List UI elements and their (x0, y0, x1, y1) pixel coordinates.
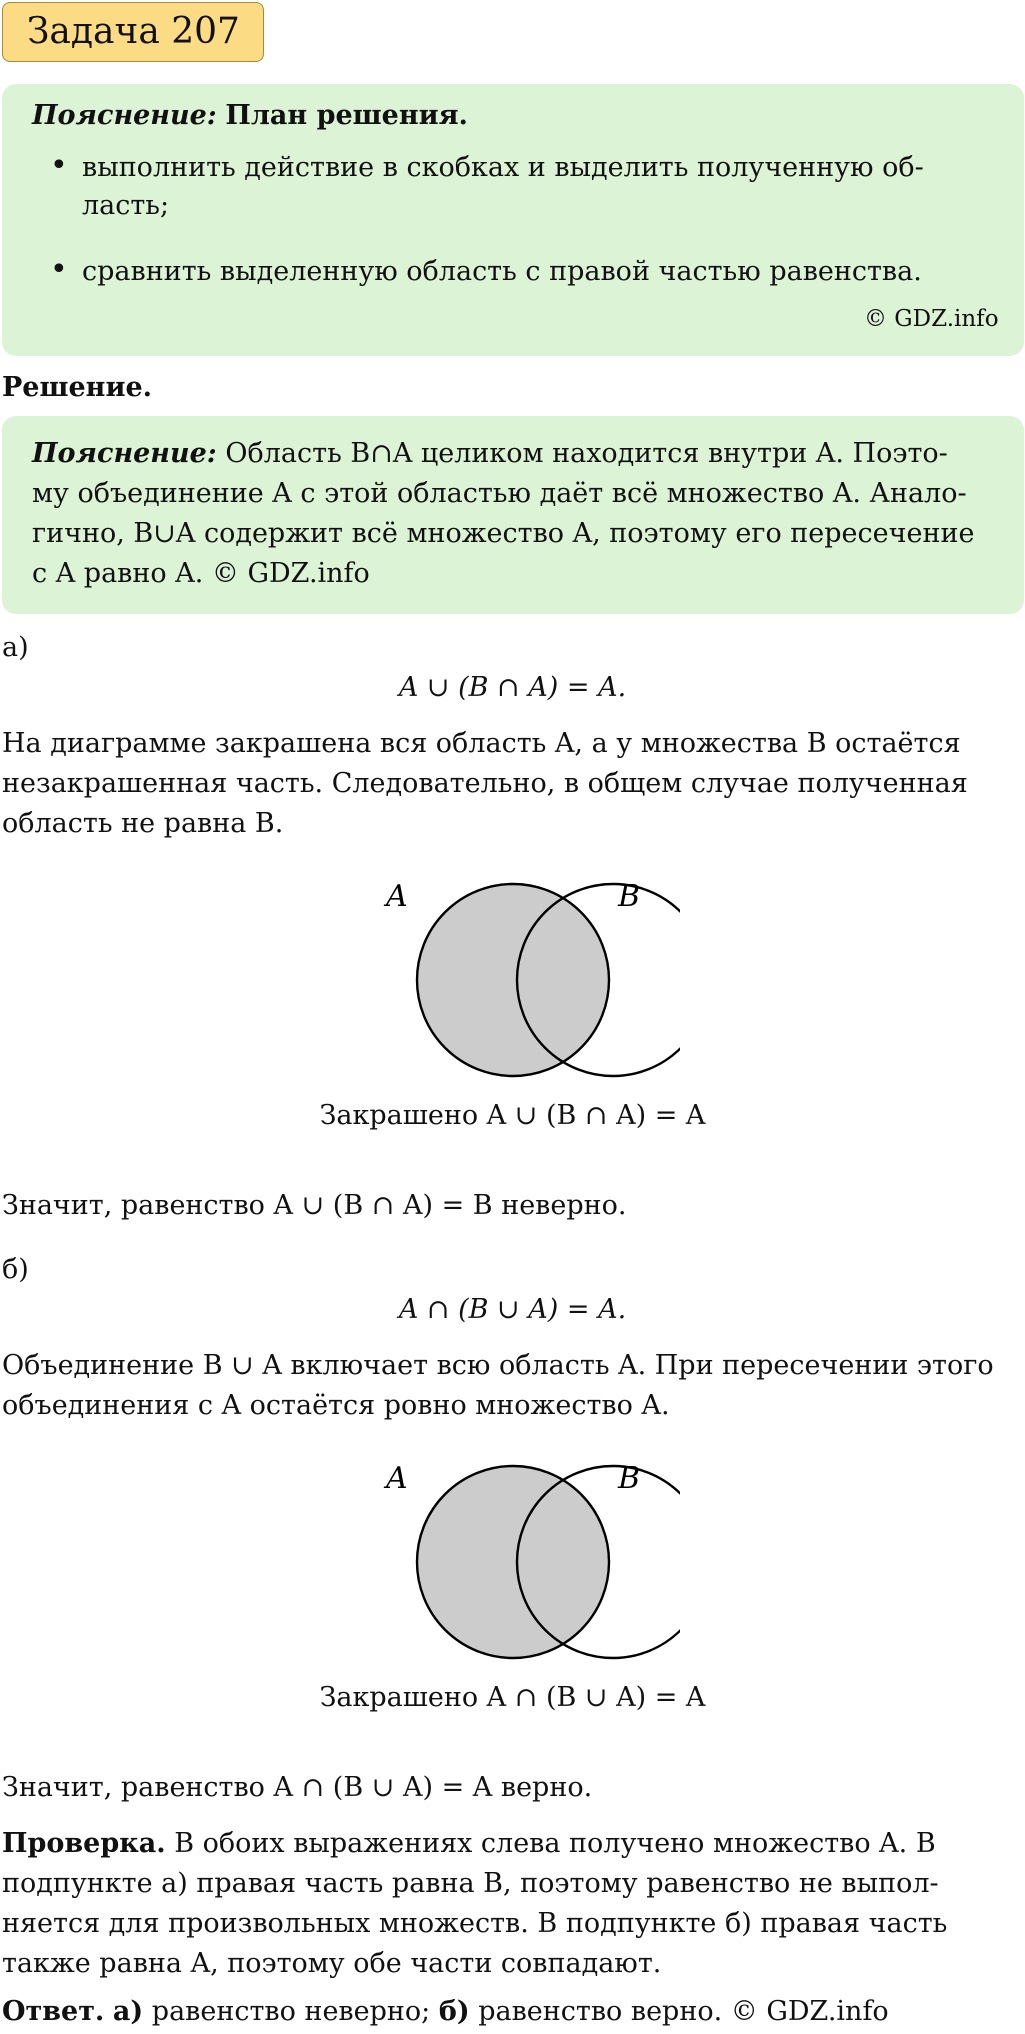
check-label: Проверка. (2, 1828, 166, 1859)
explanation-line-2: му объединение A с этой областью даёт всё множество A. Анало- (32, 478, 967, 509)
part-a-text-3: область не равна B. (2, 808, 284, 839)
part-a-label: а) (2, 632, 29, 663)
part-b-text-2: объединения с A остаётся ровно множество A. (2, 1390, 670, 1421)
part-a-caption: Закрашено A ∪ (B ∩ A) = A (319, 1100, 706, 1131)
part-a-formula: A ∪ (B ∩ A) = A. (398, 672, 627, 703)
explanation-line-3: гично, B∪A содержит всё множество A, поэтому его пересечение (32, 518, 975, 549)
part-b-text-1: Объединение B ∪ A включает всю область A. При пересечении этого (2, 1350, 994, 1381)
plan-heading-label: Пояснение: (32, 100, 217, 131)
explanation-text-1: Область B∩A целиком находится внутри A. Поэто- (225, 438, 948, 469)
answer-a-label: а) (112, 1996, 144, 2027)
answer-line (2, 1996, 889, 2027)
check-line-3: няется для произвольных множеств. В подпункте б) правая часть (2, 1908, 948, 1939)
venn-b-label-b: B (618, 1461, 641, 1496)
part-a-conclusion: Значит, равенство A ∪ (B ∩ A) = B неверно. (2, 1190, 627, 1221)
task-title: Задача 207 (2, 2, 264, 62)
answer-b-text: равенство верно. © GDZ.info (478, 1996, 889, 2027)
venn-b-circle-a (417, 1466, 609, 1658)
part-b-caption: Закрашено A ∩ (B ∪ A) = A (319, 1682, 706, 1713)
venn-b-label-a: A (386, 1461, 408, 1496)
part-a-text-1: На диаграмме закрашена вся область A, а у множества B остаётся (2, 728, 961, 759)
plan-heading (32, 100, 468, 131)
plan-watermark: © GDZ.info (864, 306, 999, 332)
venn-a-circle-a (417, 884, 609, 1076)
part-b-formula: A ∩ (B ∪ A) = A. (398, 1294, 627, 1325)
solution-heading: Решение. (2, 372, 153, 403)
check-text-1: В обоих выражениях слева получено множество A. В (174, 1828, 936, 1859)
bullet-dot-2: • (50, 252, 68, 287)
part-a-text-2: незакрашенная часть. Следовательно, в общем случае полученная (2, 768, 968, 799)
part-b-label: б) (2, 1254, 29, 1285)
venn-a-label-b: B (618, 879, 641, 914)
plan-bullet-2: сравнить выделенную область с правой частью равенства. (82, 256, 922, 287)
venn-a-label-a: A (386, 879, 408, 914)
venn-diagram-b (340, 1452, 680, 1672)
explanation-line-1 (32, 438, 948, 469)
venn-diagram-a (340, 870, 680, 1090)
check-line-4: также равна A, поэтому обе части совпадают. (2, 1948, 662, 1979)
check-line-1 (2, 1828, 936, 1859)
answer-b-label: б) (438, 1996, 470, 2027)
answer-a-text: равенство неверно; (151, 1996, 431, 2027)
explanation-line-4: с A равно A. © GDZ.info (32, 558, 370, 589)
bullet-dot-1: • (50, 148, 68, 183)
plan-bullet-1-line-2: ласть; (82, 190, 170, 221)
answer-label: Ответ. (2, 1996, 105, 2027)
check-line-2: подпункте а) правая часть равна B, поэтому равенство не выпол- (2, 1868, 939, 1899)
plan-bullet-1-line-1: выполнить действие в скобках и выделить полученную об- (82, 152, 924, 183)
part-b-conclusion: Значит, равенство A ∩ (B ∪ A) = A верно. (2, 1772, 593, 1803)
explanation-label: Пояснение: (32, 438, 217, 469)
plan-heading-text: План решения. (225, 100, 468, 131)
